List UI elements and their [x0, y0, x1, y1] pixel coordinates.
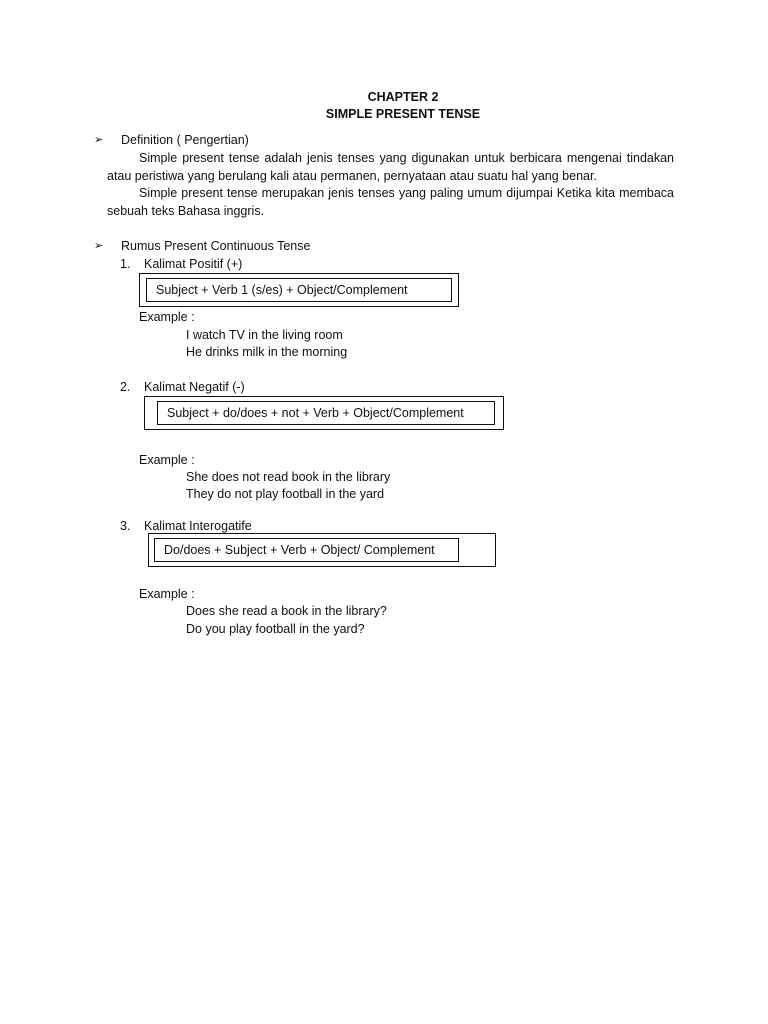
- formula-bullet-icon: ➢: [94, 240, 104, 252]
- item-3-label: Kalimat Interogatife: [144, 519, 252, 533]
- definition-bullet-icon: ➢: [94, 134, 104, 146]
- item-3-example-1: Does she read a book in the library?: [186, 604, 387, 618]
- item-3-example-label: Example :: [139, 587, 195, 601]
- item-1-example-1: I watch TV in the living room: [186, 328, 343, 342]
- item-3-number: 3.: [120, 519, 131, 533]
- item-2-number: 2.: [120, 380, 131, 394]
- formula-interrogative: Do/does + Subject + Verb + Object/ Complement: [154, 538, 459, 562]
- chapter-number: CHAPTER 2: [367, 90, 439, 104]
- definition-paragraph-1: Simple present tense adalah jenis tenses yang digunakan untuk berbicara mengenai tindakan atau peristiwa yang berulang kali atau permanen, pernyataan atau suatu hal yang benar.: [107, 151, 674, 183]
- item-2-example-label: Example :: [139, 453, 195, 467]
- item-1-label: Kalimat Positif (+): [144, 257, 243, 271]
- chapter-title: SIMPLE PRESENT TENSE: [325, 107, 481, 121]
- definition-paragraph-2: Simple present tense merupakan jenis tenses yang paling umum dijumpai Ketika kita membaca sebuah teks Bahasa inggris.: [107, 186, 674, 218]
- item-2-example-2: They do not play football in the yard: [186, 487, 385, 501]
- item-1-example-2: He drinks milk in the morning: [186, 345, 348, 359]
- item-1-example-label: Example :: [139, 310, 195, 324]
- formula-positive: Subject + Verb 1 (s/es) + Object/Complement: [146, 278, 452, 302]
- item-2-example-1: She does not read book in the library: [186, 470, 391, 484]
- item-2-label: Kalimat Negatif (-): [144, 380, 245, 394]
- formula-negative: Subject + do/does + not + Verb + Object/Complement: [157, 401, 495, 425]
- definition-heading: Definition ( Pengertian): [121, 133, 249, 147]
- item-3-example-2: Do you play football in the yard?: [186, 622, 365, 636]
- item-1-number: 1.: [120, 257, 131, 271]
- formula-heading: Rumus Present Continuous Tense: [121, 239, 311, 253]
